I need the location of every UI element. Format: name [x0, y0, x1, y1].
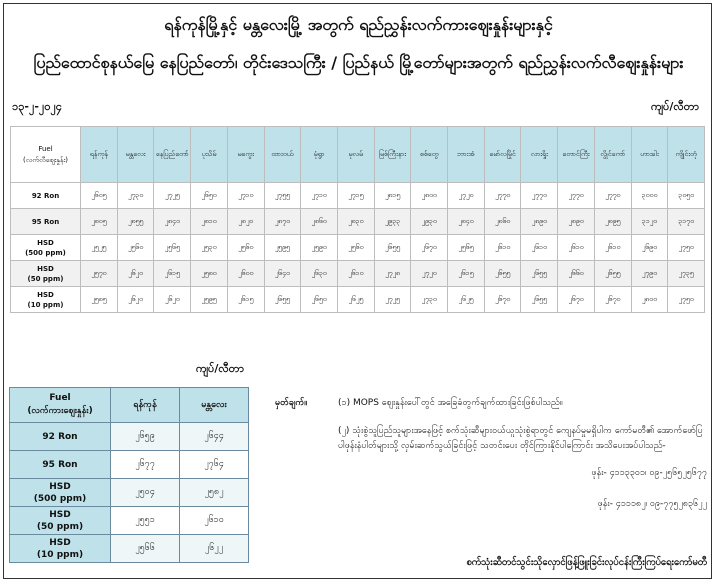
city-header: တောင်ကြီး	[558, 127, 595, 183]
city-header: ဟားခါး	[631, 127, 668, 183]
price-cell: ၂၇၆၄	[180, 451, 249, 479]
date-label: ၁၃-၂-၂၀၂၄	[12, 100, 63, 113]
price-cell: ၂၈၁၀	[191, 209, 228, 235]
table-row	[10, 451, 249, 479]
price-cell: ၂၅၃၀	[191, 235, 228, 261]
price-cell: ၂၇၂၅	[374, 287, 411, 313]
price-cell: ၂၆၇၀	[594, 287, 631, 313]
fuel-row-header	[11, 235, 81, 261]
note-2: (၂) သုံးစွဲသူပြည်သူများအနေဖြင့် စက်သုံးဆီများဝယ်ယူသုံးစွဲရာတွင် ကျေနပ်မှုမရှိပါက ကော်မတီ၏ အောက်ဖော်ပြပါဖုန်းနံပါတ်များသို့ လှမ်းဆက်သွယ်ခြင်းဖြင့် သတင်းပေး တိုင်ကြားနိုင်ပါကြောင်း အသိပေးအပ်ပါသည်-	[338, 426, 703, 451]
city-header: မုလမ်	[337, 127, 374, 183]
notes-label: မှတ်ချက်။	[275, 398, 307, 408]
price-cell: ၂၈၇၀	[264, 209, 301, 235]
fuel-name: HSD	[37, 238, 54, 247]
phone-line-1: ဖုန်း- ၄၁၁၃၃၀၁၊ ၀၉-၂၅၆၅၂၅၆၇၇	[591, 468, 707, 478]
price-cell: ၂၈၀၀	[631, 287, 668, 313]
price-cell: ၂၆၇၀	[484, 287, 521, 313]
price-cell: ၂၇၇၀	[484, 183, 521, 209]
wholesale-col-yangon: ရန်ကုန်	[111, 388, 180, 423]
city-header: ရန်ကုန်	[81, 127, 118, 183]
price-cell: ၂၇၂၀	[448, 183, 485, 209]
price-cell: ၂၇၂၀	[411, 261, 448, 287]
price-cell: ၂၆၆၀	[558, 261, 595, 287]
wholesale-unit-label: ကျပ်/လီတာ	[196, 362, 244, 375]
price-cell: ၂၅၆၀	[227, 235, 264, 261]
price-cell: ၃၁၇၀	[668, 209, 705, 235]
table-row	[11, 235, 705, 261]
price-cell: ၂၆၅၅	[264, 287, 301, 313]
price-cell: ၂၅၀၄	[111, 479, 180, 507]
price-cell: ၂၆၇၇	[111, 451, 180, 479]
price-cell: ၂၆၂၅	[337, 287, 374, 313]
table-row	[10, 479, 249, 507]
price-cell: ၂၈၄၀	[154, 209, 191, 235]
price-cell: ၂၅၈၂	[180, 479, 249, 507]
price-cell: ၂၆၁၀	[558, 235, 595, 261]
price-cell: ၂၉၃၃	[374, 209, 411, 235]
wholesale-fuel-row-header	[10, 479, 111, 507]
price-cell: ၂၆၃၀	[301, 261, 338, 287]
price-cell: ၂၆၀၅	[81, 183, 118, 209]
price-cell: ၂၇၉၀	[631, 261, 668, 287]
price-cell: ၂၈၃၀	[337, 209, 374, 235]
price-cell: ၂၇၁၀	[227, 183, 264, 209]
price-cell: ၂၆၂၂	[180, 535, 249, 563]
table-row	[11, 209, 705, 235]
price-cell: ၂၇၇၀	[521, 183, 558, 209]
city-header: ကျိုင်းတုံ	[668, 127, 705, 183]
price-cell: ၂၆၅၅	[521, 261, 558, 287]
fuel-subheader: (လက်လီဈေးနှုန်း)	[23, 155, 68, 164]
price-cell: ၂၅၉၀	[301, 235, 338, 261]
table-row	[11, 287, 705, 313]
table-row	[10, 423, 249, 451]
price-cell: ၂၆၂၀	[117, 261, 154, 287]
table-row	[10, 507, 249, 535]
committee-footer: စက်သုံးဆီတင်သွင်းသိုလှောင်ဖြန့်ဖြူးခြင်းလုပ်ငန်းကြီးကြပ်ရေးကော်မတီ	[466, 557, 707, 568]
price-cell: ၂၇၇၀	[594, 183, 631, 209]
price-cell: ၂၆၁၀	[521, 235, 558, 261]
city-header: မန္တလေး	[117, 127, 154, 183]
retail-price-table	[10, 126, 705, 313]
fuel-name: 95 Ron	[31, 217, 60, 226]
title-line-1: ရန်ကုန်မြို့နှင့် မန္တလေးမြို့ အတွက် ရည်ညွှန်းလက်ကားဈေးနှုန်းများနှင့်	[164, 15, 553, 34]
price-cell: ၂၆၅၀	[301, 287, 338, 313]
price-cell: ၂၆၁၀	[180, 507, 249, 535]
price-cell: ၂၅၆၆	[111, 535, 180, 563]
wholesale-fuel-row-header	[10, 451, 111, 479]
price-cell: ၂၇၁၀	[301, 183, 338, 209]
fuel-grade: (500 ppm)	[25, 248, 66, 257]
price-cell: ၂၈၅၅	[117, 209, 154, 235]
price-cell: ၂၆၁၀	[594, 235, 631, 261]
price-cell: ၂၅၉၅	[264, 235, 301, 261]
price-cell: ၂၆၅၉	[111, 423, 180, 451]
price-cell: ၃၁၂၀	[631, 209, 668, 235]
price-cell: ၂၅၅၁	[111, 507, 180, 535]
table-row	[11, 183, 705, 209]
wholesale-col-mandalay: မန္တလေး	[180, 388, 249, 423]
price-cell: ၂၆၁၅	[448, 261, 485, 287]
wholesale-fuel-subheader: (လက်ကားဈေးနှုန်း)	[27, 406, 93, 416]
price-cell: ၂၆၇၀	[411, 235, 448, 261]
price-cell: ၂၇၃၀	[117, 183, 154, 209]
price-cell: ၂၈၆၀	[301, 209, 338, 235]
price-cell: ၂၅၈၀	[191, 261, 228, 287]
fuel-name: HSD	[37, 290, 54, 299]
price-cell: ၂၅၆၀	[117, 235, 154, 261]
price-cell: ၂၈၀၅	[81, 209, 118, 235]
price-cell: ၂၇၁၅	[337, 183, 374, 209]
city-header: လွိုင်ကော်	[594, 127, 631, 183]
price-cell: ၂၅၂၅	[81, 235, 118, 261]
note-1: (၁) MOPS ဈေးနှုန်းပေါ်တွင် အခြေခံတွက်ချက်ထားခြင်းဖြစ်ပါသည်။	[338, 398, 563, 408]
fuel-row-header	[11, 287, 81, 313]
fuel-row-header	[11, 261, 81, 287]
price-cell: ၂၆၂၅	[448, 287, 485, 313]
city-header: မကွေး	[227, 127, 264, 183]
city-header: မုံရွာ	[301, 127, 338, 183]
price-cell: ၂၇၂၈	[374, 261, 411, 287]
wholesale-fuel-header-cell	[10, 388, 111, 423]
price-cell: ၂၇၅၀	[668, 235, 705, 261]
price-cell: ၂၆၁၅	[227, 287, 264, 313]
fuel-name: 92 Ron	[42, 431, 78, 442]
city-header: မြစ်ကြီးနား	[374, 127, 411, 183]
fuel-row-header	[11, 183, 81, 209]
fuel-header: Fuel	[38, 144, 53, 153]
fuel-grade: (10 ppm)	[36, 549, 84, 560]
price-cell: ၂၇၃၀	[411, 287, 448, 313]
city-header: စစ်တွေ	[411, 127, 448, 183]
price-cell: ၂၈၉၅	[594, 209, 631, 235]
price-cell: ၂၈၆၀	[484, 209, 521, 235]
price-cell: ၂၆၅၀	[191, 183, 228, 209]
price-cell: ၃၀၀၀	[631, 183, 668, 209]
fuel-row-header	[11, 209, 81, 235]
price-cell: ၂၆၅၅	[521, 287, 558, 313]
price-cell: ၂၅၆၀	[337, 235, 374, 261]
price-cell: ၂၆၀၀	[227, 261, 264, 287]
price-cell: ၂၇၅၅	[264, 183, 301, 209]
price-cell: ၂၈၉၀	[558, 209, 595, 235]
price-cell: ၂၆၁၀	[484, 235, 521, 261]
price-cell: ၂၆၂၀	[154, 287, 191, 313]
wholesale-price-table	[9, 387, 249, 563]
price-cell: ၂၅၈၅	[81, 287, 118, 313]
city-header: ဘားအံ	[448, 127, 485, 183]
fuel-name: 95 Ron	[42, 459, 78, 470]
city-header: ပုသိမ်	[191, 127, 228, 183]
price-cell: ၂၆၂၀	[117, 287, 154, 313]
price-cell: ၂၆၄၄	[180, 423, 249, 451]
price-cell: ၂၆၇၀	[558, 287, 595, 313]
city-header: မော်လမြိုင်	[484, 127, 521, 183]
fuel-name: HSD	[37, 264, 54, 273]
phone-line-2: ဖုန်း- ၄၁၁၁၈၂၊ ၀၉-၇၇၅၂၈၃၆၂၂	[597, 499, 707, 509]
price-cell: ၂၆၅၅	[594, 261, 631, 287]
fuel-name: HSD	[49, 537, 71, 548]
unit-label: ကျပ်/လီတာ	[651, 100, 699, 113]
wholesale-fuel-row-header	[10, 507, 111, 535]
price-cell: ၂၅၆၅	[448, 235, 485, 261]
city-header: နေပြည်တော်	[154, 127, 191, 183]
fuel-header-cell	[11, 127, 81, 183]
price-cell: ၃၀၅၀	[668, 183, 705, 209]
price-cell: ၂၇၂၅	[154, 183, 191, 209]
price-cell: ၂၆၉၀	[631, 235, 668, 261]
price-cell: ၂၅၆၅	[154, 235, 191, 261]
price-cell: ၂၇၇၀	[558, 183, 595, 209]
price-cell: ၂၆၅၅	[484, 261, 521, 287]
table-row	[11, 261, 705, 287]
fuel-name: 92 Ron	[31, 191, 60, 200]
price-cell: ၂၈၉၀	[521, 209, 558, 235]
price-cell: ၂၇၅၀	[668, 287, 705, 313]
fuel-grade: (500 ppm)	[33, 493, 87, 504]
city-header: လားရှိုး	[521, 127, 558, 183]
fuel-grade: (50 ppm)	[27, 274, 64, 283]
fuel-name: HSD	[49, 509, 71, 520]
price-cell: ၂၆၅၅	[374, 235, 411, 261]
price-cell: ၂၈၁၅	[374, 183, 411, 209]
price-cell: ၂၈၂၀	[227, 209, 264, 235]
title-line-2: ပြည်ထောင်စုနယ်မြေ နေပြည်တော်၊ တိုင်းဒေသကြီး / ပြည်နယ် မြို့တော်များအတွက် ရည်ညွှန်းလက်လီဈေးနှုန်းများ	[33, 53, 684, 72]
price-cell: ၂၇၃၅	[668, 261, 705, 287]
wholesale-fuel-row-header	[10, 535, 111, 563]
fuel-name: HSD	[49, 481, 71, 492]
wholesale-fuel-row-header	[10, 423, 111, 451]
fuel-grade: (10 ppm)	[27, 300, 64, 309]
table-row	[10, 535, 249, 563]
fuel-grade: (50 ppm)	[36, 521, 84, 532]
price-cell: ၂၆၁၅	[154, 261, 191, 287]
wholesale-fuel-header: Fuel	[49, 393, 71, 403]
price-cell: ၂၉၃၀	[411, 209, 448, 235]
city-header: ထားဝယ်	[264, 127, 301, 183]
price-cell: ၂၅၉၅	[191, 287, 228, 313]
price-cell: ၂၆၁၀	[337, 261, 374, 287]
price-cell: ၂၈၄၀	[448, 209, 485, 235]
price-cell: ၂၈၀၀	[411, 183, 448, 209]
price-cell: ၂၆၄၀	[264, 261, 301, 287]
price-cell: ၂၅၇၀	[81, 261, 118, 287]
